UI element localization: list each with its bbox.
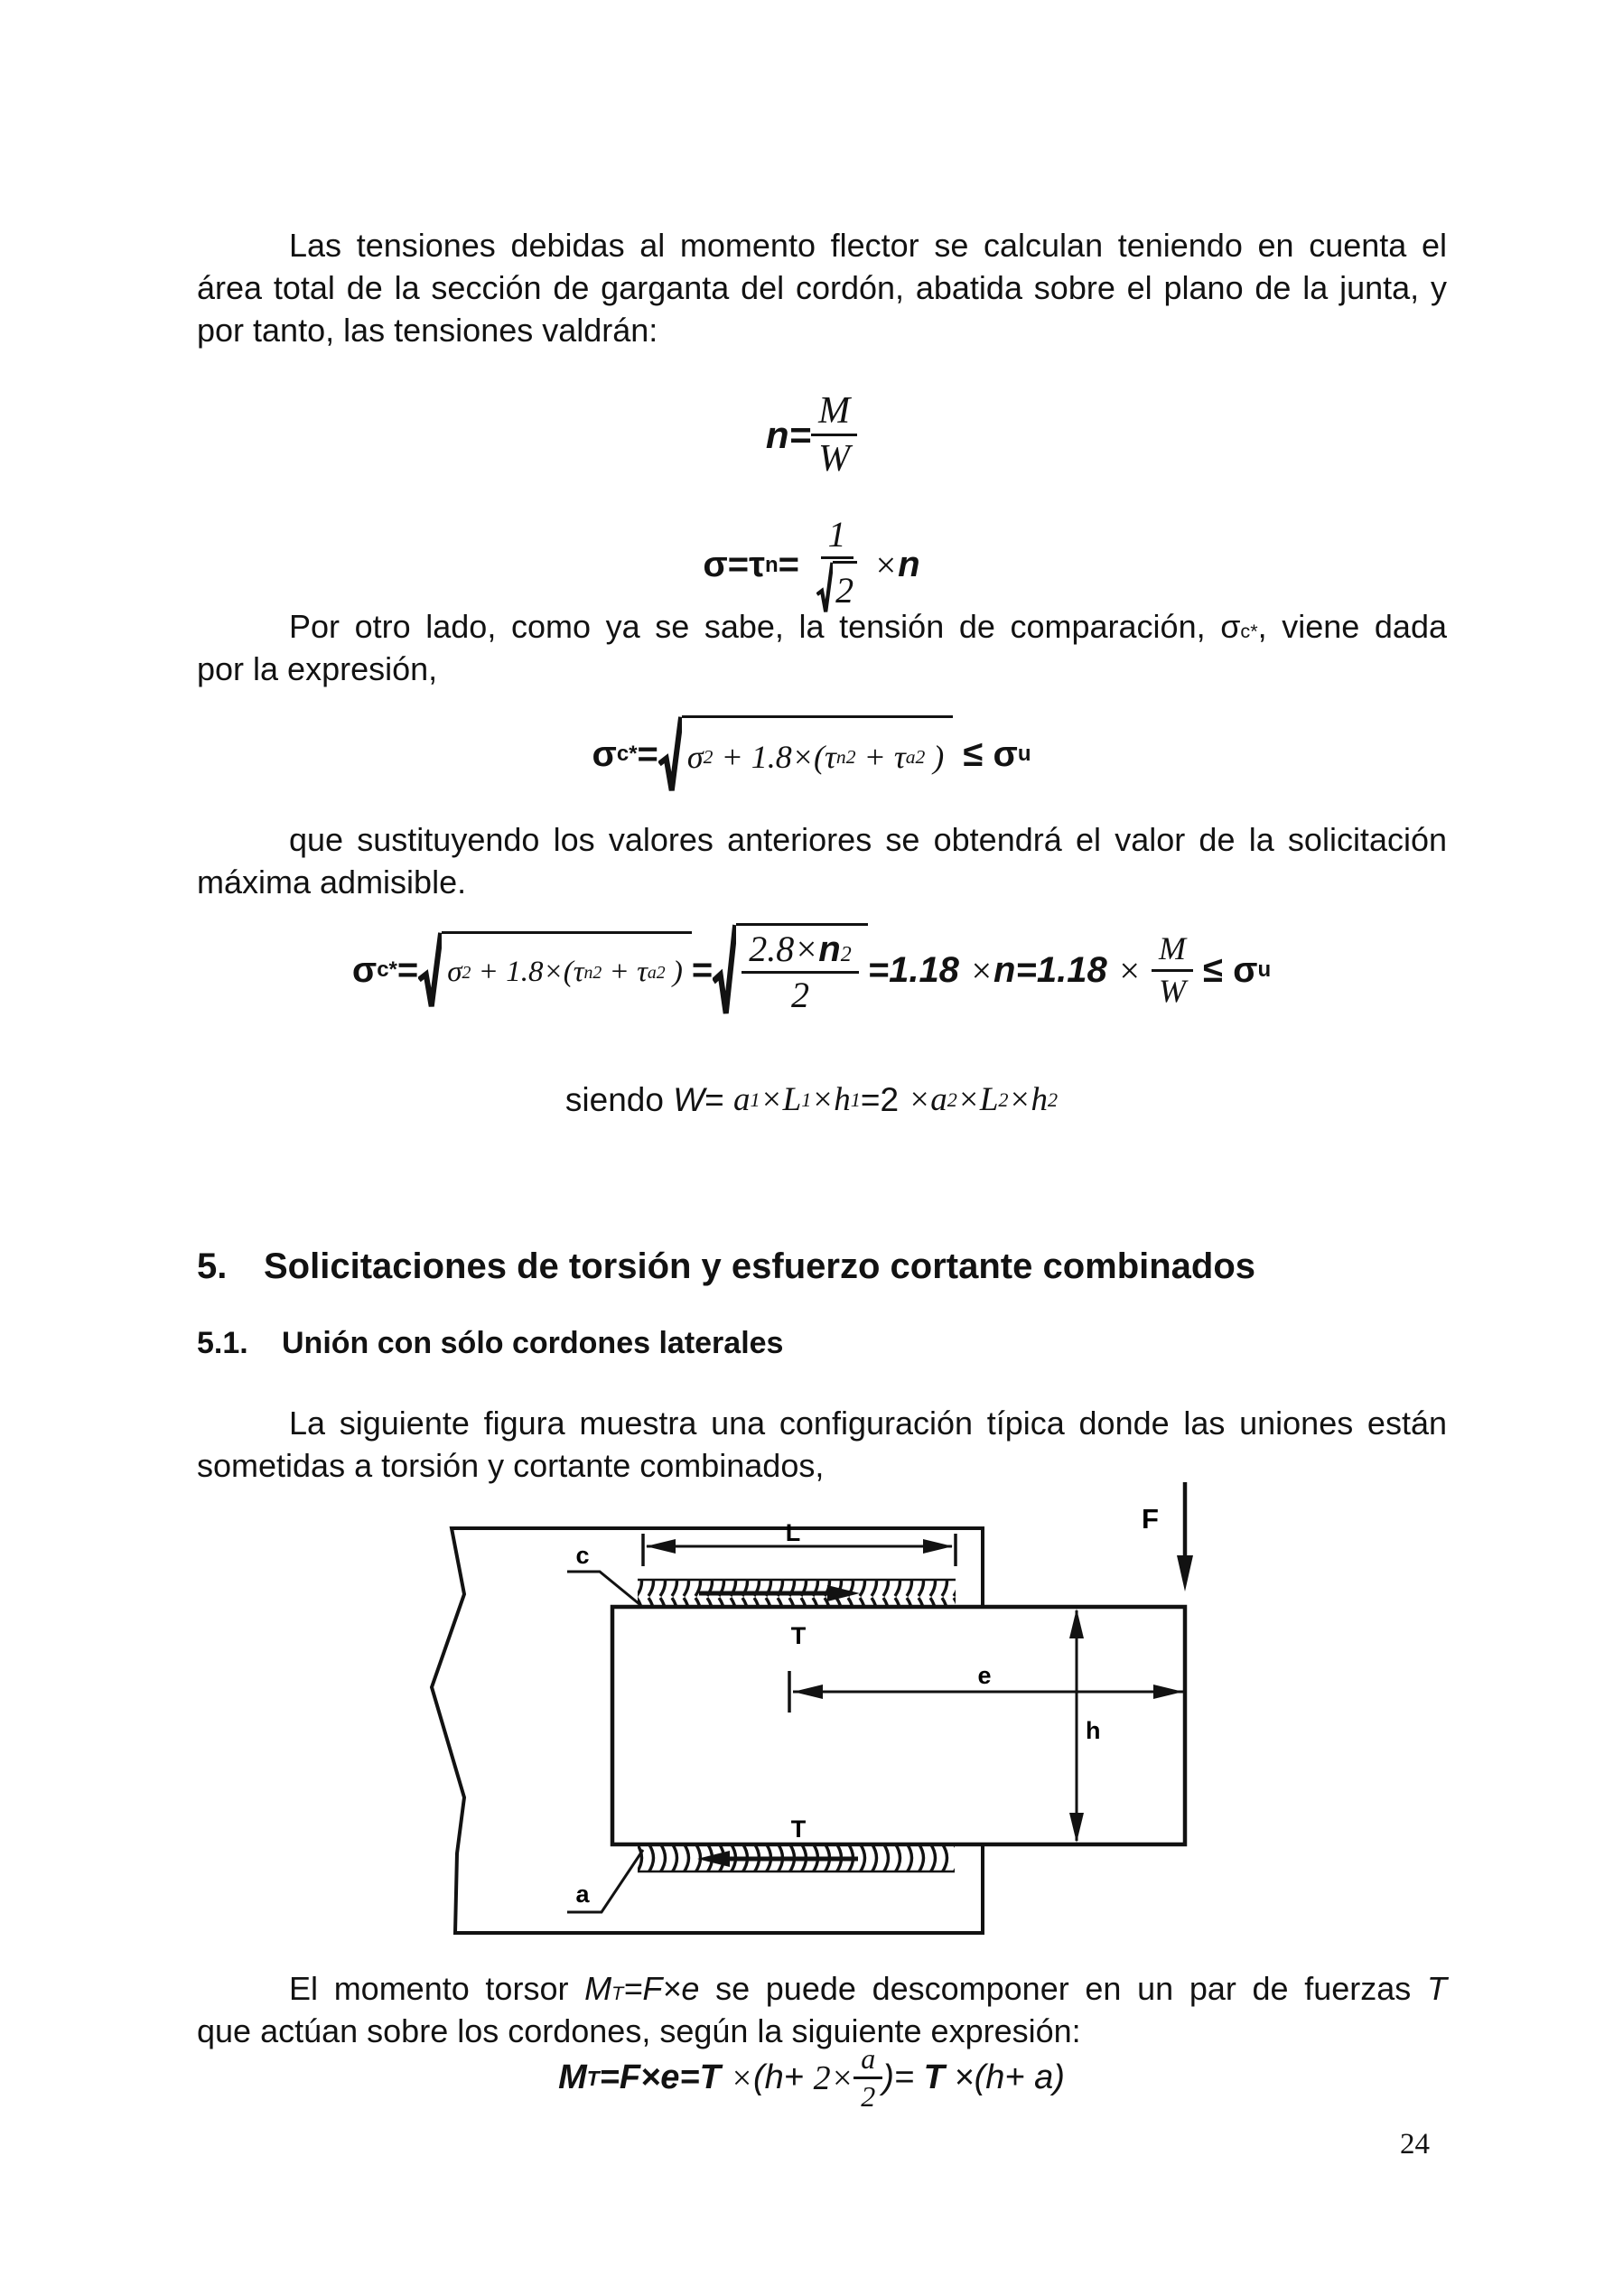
dim-h-label: h — [1086, 1717, 1101, 1744]
paragraph-2-line-2: por la expresión, — [197, 650, 438, 687]
sqrt-expression-2 — [713, 923, 867, 1017]
sqrt-expression: σ 2 + 1.8×( τ n 2 + τ a 2 ) — [658, 715, 953, 794]
subsection-title: Unión con sólo cordones laterales — [282, 1326, 784, 1360]
force-F-label: F — [1142, 1503, 1159, 1535]
paragraph-2-line-1: Por otro lado, como ya se sabe, la tensión de comparación, $\sigma_c^*$, viene dada — [289, 608, 1447, 645]
weld-joint-drawing — [379, 1472, 1264, 1978]
page-number: 24 — [1400, 2128, 1430, 2161]
force-F-arrowhead-icon — [1177, 1555, 1193, 1591]
radical-icon — [418, 931, 442, 1010]
formula-comparison-stress: σ c * = σ 2 + 1.8×( τ n 2 + τ a 2 ) ≤ σ u — [0, 715, 1623, 794]
weld-a-label: a — [575, 1881, 590, 1908]
section-heading-5-1 — [197, 1326, 783, 1361]
radical-icon — [713, 923, 736, 1017]
L-dim-arrowhead-left-icon — [646, 1539, 676, 1554]
paragraph-3-line-2: máxima admisible. — [197, 863, 467, 901]
formula-siendo-W: siendo W = a 1 × L 1 × h 1 =2 × a 2 × L 2 × h 2 — [564, 1080, 1059, 1118]
radical-icon — [658, 715, 682, 794]
dim-e-label: e — [977, 1662, 992, 1689]
formula-lhs: n= — [765, 413, 812, 456]
dim-L-label: L — [785, 1519, 801, 1546]
formula-n-equals-M-over-W — [0, 390, 1623, 480]
paragraph-1-line-1: Las tensiones debidas al momento flector se calculan teniendo en cuenta el — [289, 227, 1447, 264]
formula-torsion-moment: M T =F×e=T × (h+ 2× $\frac{a}{2}$ )= T ×(h+ a) — [558, 2042, 1065, 2114]
paragraph-5-line-2: que actúan sobre los cordones, según la siguiente expresión: — [197, 2012, 1081, 2049]
fraction-28n2-over-2: $\frac{2.8\times n^2}{2}$ — [742, 929, 858, 1015]
weld-c-leader — [567, 1572, 639, 1604]
sigma-c-star-inline: $\sigma_c^*$ — [1220, 608, 1258, 645]
fraction-M-W: $\frac{M}{W}$ — [811, 390, 857, 480]
sqrt-expression-1: σ 2 + 1.8×( τ n 2 + τ a 2 ) — [418, 931, 692, 1010]
section-number: 5. — [197, 1246, 228, 1286]
subsection-number: 5.1. — [197, 1326, 248, 1360]
weld-c-label: c — [575, 1542, 590, 1569]
paragraph-4-line-1: La siguiente figura muestra una configuración típica donde las uniones están — [289, 1405, 1447, 1442]
sqrt-2: 2 — [816, 561, 857, 615]
force-T-bottom-label: T — [790, 1815, 807, 1843]
paragraph-1-line-2: área total de la sección de garganta del cordón, abatida sobre el plano de la junta, y — [197, 269, 1447, 306]
paragraph-3-line-1: que sustituyendo los valores anteriores se obtendrá el valor de la solicitación — [289, 821, 1447, 858]
MT-inline: $M_T=F\times e$ — [584, 1970, 700, 2007]
section-heading-5 — [197, 1246, 1255, 1287]
formula-max-load: σ c * = σ 2 + 1.8×( τ n 2 + τ a 2 ) = $\frac{2.8\times n^2}{2}$ =1.18 × n =1.18 × $\frac{M}{W}$ ≤ σ u — [0, 923, 1623, 1017]
section-title: Solicitaciones de torsión y esfuerzo cortante combinados — [264, 1246, 1256, 1286]
paragraph-4-line-2: sometidas a torsión y cortante combinados, — [197, 1447, 825, 1484]
fraction-M-W-2: $\frac{M}{W}$ — [1152, 931, 1193, 1009]
formula-sigma-tau: σ=τ n = $\frac{1}{2}$ × n — [0, 515, 1623, 615]
weld-joint-figure — [379, 1472, 1264, 1978]
L-dim-arrowhead-right-icon — [923, 1539, 953, 1554]
paragraph-1-line-3: por tanto, las tensiones valdrán: — [197, 312, 658, 349]
fraction-a-over-2: $\frac{a}{2}$ — [853, 2043, 882, 2113]
paragraph-5-line-1: El momento torsor $M_T=F\times e$ se puede descomponer en un par de fuerzas T — [289, 1970, 1447, 2007]
force-T-top-label: T — [790, 1622, 807, 1649]
fraction-1-sqrt2: $\frac{1}{2}$ — [809, 515, 864, 615]
